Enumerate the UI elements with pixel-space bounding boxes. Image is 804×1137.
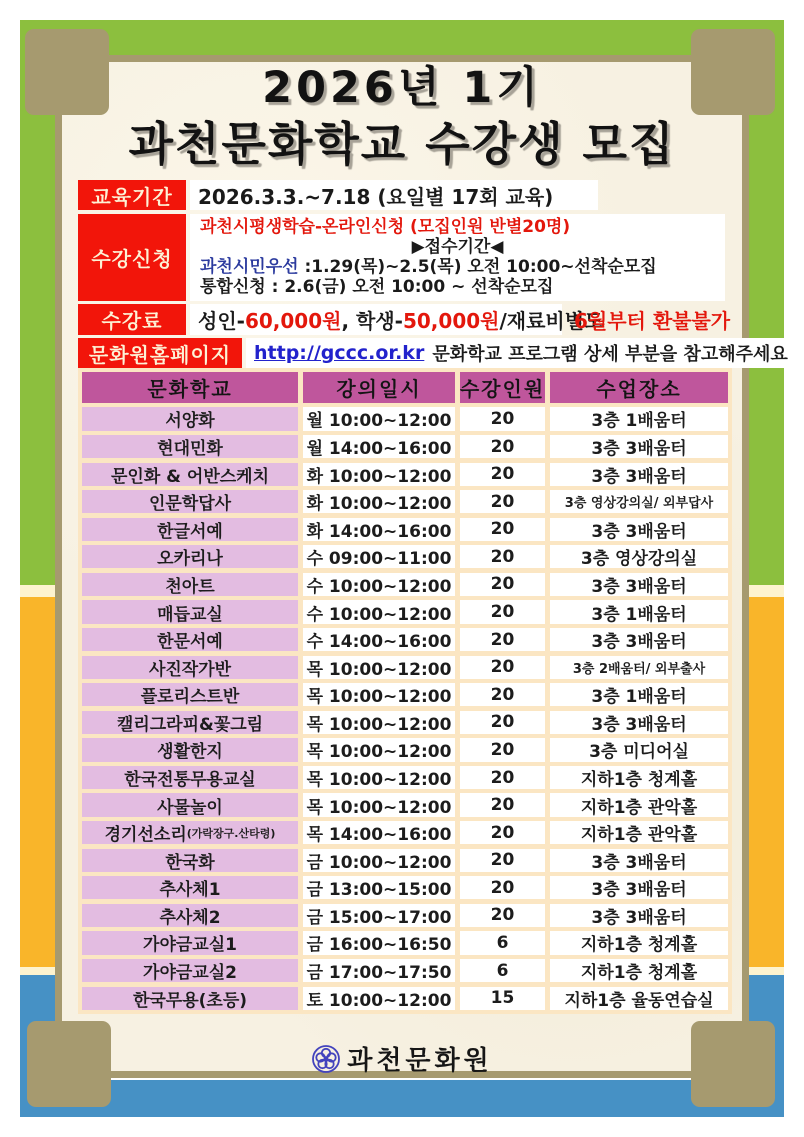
- course-schedule-cell: 목 10:00~12:00: [303, 711, 455, 734]
- education-period-value: 2026.3.3.~7.18 (요일별 17회 교육): [190, 180, 598, 210]
- course-name-cell: 현대민화: [82, 435, 298, 458]
- course-location-cell: 지하1층 청계홀: [550, 766, 728, 789]
- course-schedule-cell: 월 14:00~16:00: [303, 435, 455, 458]
- course-location-cell: 3층 3배움터: [550, 628, 728, 651]
- course-schedule-cell: 토 10:00~12:00: [303, 987, 455, 1010]
- fee-adult-price: 60,000원: [244, 309, 342, 333]
- course-location-cell: 3층 3배움터: [550, 463, 728, 486]
- registration-priority-line: [200, 257, 715, 277]
- course-capacity-cell: 20: [460, 793, 545, 816]
- course-schedule-cell: 금 10:00~12:00: [303, 849, 455, 872]
- course-capacity-cell: 20: [460, 407, 545, 430]
- course-name-cell: 오카리나: [82, 545, 298, 568]
- course-schedule-cell: 목 14:00~16:00: [303, 821, 455, 844]
- course-location-cell: 3층 3배움터: [550, 573, 728, 596]
- course-name-cell: 인문학답사: [82, 490, 298, 513]
- course-schedule-cell: 화 14:00~16:00: [303, 518, 455, 541]
- education-period-label: 교육기간: [78, 180, 186, 210]
- course-row: [82, 407, 728, 430]
- course-capacity-cell: 20: [460, 435, 545, 458]
- course-row: [82, 931, 728, 954]
- course-row: [82, 876, 728, 899]
- homepage-label: 문화원홈페이지: [78, 338, 242, 368]
- course-location-cell: 지하1층 율동연습실: [550, 987, 728, 1010]
- course-location-cell: 3층 2배움터/ 외부출사: [550, 656, 728, 679]
- course-name-cell: 사진작가반: [82, 656, 298, 679]
- course-location-cell: 지하1층 관악홀: [550, 793, 728, 816]
- course-row: [82, 573, 728, 596]
- course-schedule-cell: 목 10:00~12:00: [303, 656, 455, 679]
- course-location-cell: 3층 1배움터: [550, 600, 728, 623]
- fee-student-prefix: , 학생-: [341, 309, 403, 333]
- course-location-cell: 3층 3배움터: [550, 849, 728, 872]
- course-capacity-cell: 20: [460, 904, 545, 927]
- refund-notice: 6월부터 환불불가: [574, 309, 731, 333]
- course-name-cell: 경기선소리 (가락장구.산타령): [82, 821, 298, 844]
- course-schedule-cell: 금 15:00~17:00: [303, 904, 455, 927]
- course-row: [82, 821, 728, 844]
- frame-right-bar: [747, 20, 784, 1117]
- course-location-cell: 3층 미디어실: [550, 738, 728, 761]
- course-location-cell: 지하1층 관악홀: [550, 821, 728, 844]
- course-capacity-cell: 20: [460, 573, 545, 596]
- course-row: [82, 683, 728, 706]
- course-capacity-cell: 20: [460, 849, 545, 872]
- course-schedule-cell: 금 17:00~17:50: [303, 959, 455, 982]
- homepage-description: 문화학교 프로그램 상세 부분을 참고해주세요: [432, 344, 788, 365]
- registration-label: 수강신청: [78, 214, 186, 301]
- course-row: [82, 849, 728, 872]
- course-row: [82, 987, 728, 1010]
- course-name-cell: 한국전통무용교실: [82, 766, 298, 789]
- footer: [0, 1040, 804, 1077]
- lattice-corner-bottom-left-icon: [27, 1021, 111, 1107]
- course-row: [82, 711, 728, 734]
- course-name-cell: 한글서예: [82, 518, 298, 541]
- header-location: 수업장소: [550, 372, 728, 403]
- course-table-body: [82, 407, 728, 1009]
- title-line-2: 과천문화학교 수강생 모집: [128, 117, 676, 171]
- lattice-corner-top-left-icon: [25, 29, 109, 115]
- course-name-cell: 서양화: [82, 407, 298, 430]
- course-capacity-cell: 20: [460, 766, 545, 789]
- course-capacity-cell: 20: [460, 600, 545, 623]
- course-capacity-cell: 6: [460, 931, 545, 954]
- education-period-row: [78, 180, 728, 210]
- registration-row: [78, 214, 728, 301]
- course-location-cell: 지하1층 청계홀: [550, 959, 728, 982]
- course-name-cell: 한문서예: [82, 628, 298, 651]
- course-schedule-cell: 목 10:00~12:00: [303, 683, 455, 706]
- course-location-cell: 지하1층 청계홀: [550, 931, 728, 954]
- course-name-cell: 매듭교실: [82, 600, 298, 623]
- priority-detail: :1.29(목)~2.5(목) 오전 10:00~선착순모집: [298, 257, 657, 277]
- registration-general-line: 통합신청 : 2.6(금) 오전 10:00 ~ 선착순모집: [200, 277, 554, 297]
- course-capacity-cell: 6: [460, 959, 545, 982]
- course-row: [82, 738, 728, 761]
- course-name-cell: 한국화: [82, 849, 298, 872]
- course-schedule-cell: 수 14:00~16:00: [303, 628, 455, 651]
- course-schedule-cell: 수 10:00~12:00: [303, 600, 455, 623]
- flower-emblem-icon: [311, 1044, 341, 1074]
- course-schedule-cell: 수 09:00~11:00: [303, 545, 455, 568]
- course-capacity-cell: 20: [460, 628, 545, 651]
- course-name-note: (가락장구.산타령): [186, 826, 276, 840]
- fee-adult-prefix: 성인-: [198, 309, 245, 333]
- course-name-cell: 사물놀이: [82, 793, 298, 816]
- course-name-cell: 한국무용(초등): [82, 987, 298, 1010]
- course-capacity-cell: 20: [460, 518, 545, 541]
- fee-student-price: 50,000원: [402, 309, 500, 333]
- course-schedule-cell: 목 10:00~12:00: [303, 738, 455, 761]
- lattice-corner-top-right-icon: [691, 29, 775, 115]
- course-location-cell: 3층 3배움터: [550, 711, 728, 734]
- priority-highlight: 과천시민우선: [200, 257, 299, 277]
- course-row: [82, 766, 728, 789]
- homepage-value: [246, 338, 796, 368]
- course-name-cell: 추사체1: [82, 876, 298, 899]
- course-schedule-cell: 금 13:00~15:00: [303, 876, 455, 899]
- course-schedule-cell: 화 10:00~12:00: [303, 490, 455, 513]
- frame-left-bar: [20, 20, 57, 1117]
- lattice-corner-bottom-right-icon: [691, 1021, 775, 1107]
- poster-title: [70, 60, 734, 172]
- course-location-cell: 3층 3배움터: [550, 518, 728, 541]
- course-capacity-cell: 20: [460, 683, 545, 706]
- course-location-cell: 3층 3배움터: [550, 876, 728, 899]
- course-name-cell: 추사체2: [82, 904, 298, 927]
- title-line-1: 2026년 1기: [262, 63, 542, 113]
- header-capacity: 수강인원: [460, 372, 545, 403]
- course-location-cell: 3층 1배움터: [550, 683, 728, 706]
- frame-top-green-bar: [20, 20, 784, 57]
- registration-period-heading: ▶접수기간◀: [411, 237, 504, 257]
- course-capacity-cell: 20: [460, 490, 545, 513]
- course-location-cell: 3층 1배움터: [550, 407, 728, 430]
- course-name-cell: 생활한지: [82, 738, 298, 761]
- homepage-row: [78, 338, 788, 368]
- course-row: [82, 463, 728, 486]
- course-row: [82, 518, 728, 541]
- fee-materials-note: /재료비별도: [499, 309, 604, 333]
- homepage-link[interactable]: http://gccc.or.kr: [254, 342, 425, 364]
- course-row: [82, 600, 728, 623]
- course-schedule-cell: 금 16:00~16:50: [303, 931, 455, 954]
- course-name-cell: 천아트: [82, 573, 298, 596]
- course-row: [82, 656, 728, 679]
- course-capacity-cell: 20: [460, 656, 545, 679]
- course-location-cell: 3층 3배움터: [550, 435, 728, 458]
- course-capacity-cell: 20: [460, 463, 545, 486]
- course-schedule-cell: 수 10:00~12:00: [303, 573, 455, 596]
- course-row: [82, 628, 728, 651]
- course-table: [78, 368, 732, 1014]
- course-capacity-cell: 20: [460, 821, 545, 844]
- course-row: [82, 793, 728, 816]
- frame-bottom-blue-bar: [20, 1080, 784, 1117]
- course-capacity-cell: 20: [460, 711, 545, 734]
- course-schedule-cell: 목 10:00~12:00: [303, 766, 455, 789]
- course-row: [82, 904, 728, 927]
- course-name-cell: 캘리그라피&꽃그림: [82, 711, 298, 734]
- header-schedule: 강의일시: [303, 372, 455, 403]
- registration-online-line: 과천시평생학습-온라인신청 (모집인원 반별20명): [200, 217, 571, 237]
- course-capacity-cell: 20: [460, 876, 545, 899]
- course-table-header: [82, 372, 728, 403]
- course-location-cell: 3층 영상강의실: [550, 545, 728, 568]
- course-schedule-cell: 화 10:00~12:00: [303, 463, 455, 486]
- course-schedule-cell: 목 10:00~12:00: [303, 793, 455, 816]
- course-name-cell: 문인화 & 어반스케치: [82, 463, 298, 486]
- fee-value: [190, 304, 604, 335]
- course-schedule-cell: 월 10:00~12:00: [303, 407, 455, 430]
- course-location-cell: 3층 3배움터: [550, 904, 728, 927]
- course-row: [82, 545, 728, 568]
- course-name-cell: 플로리스트반: [82, 683, 298, 706]
- course-row: [82, 435, 728, 458]
- course-capacity-cell: 15: [460, 987, 545, 1010]
- course-row: [82, 959, 728, 982]
- fee-row: [78, 304, 731, 335]
- course-capacity-cell: 20: [460, 738, 545, 761]
- course-row: [82, 490, 728, 513]
- course-name-cell: 가야금교실1: [82, 931, 298, 954]
- course-location-cell: 3층 영상강의실/ 외부답사: [550, 490, 728, 513]
- organization-name: 과천문화원: [347, 1046, 493, 1076]
- registration-details: [190, 214, 725, 301]
- fee-label: 수강료: [78, 304, 186, 335]
- course-capacity-cell: 20: [460, 545, 545, 568]
- header-course-name: 문화학교: [82, 372, 298, 403]
- course-name-cell: 가야금교실2: [82, 959, 298, 982]
